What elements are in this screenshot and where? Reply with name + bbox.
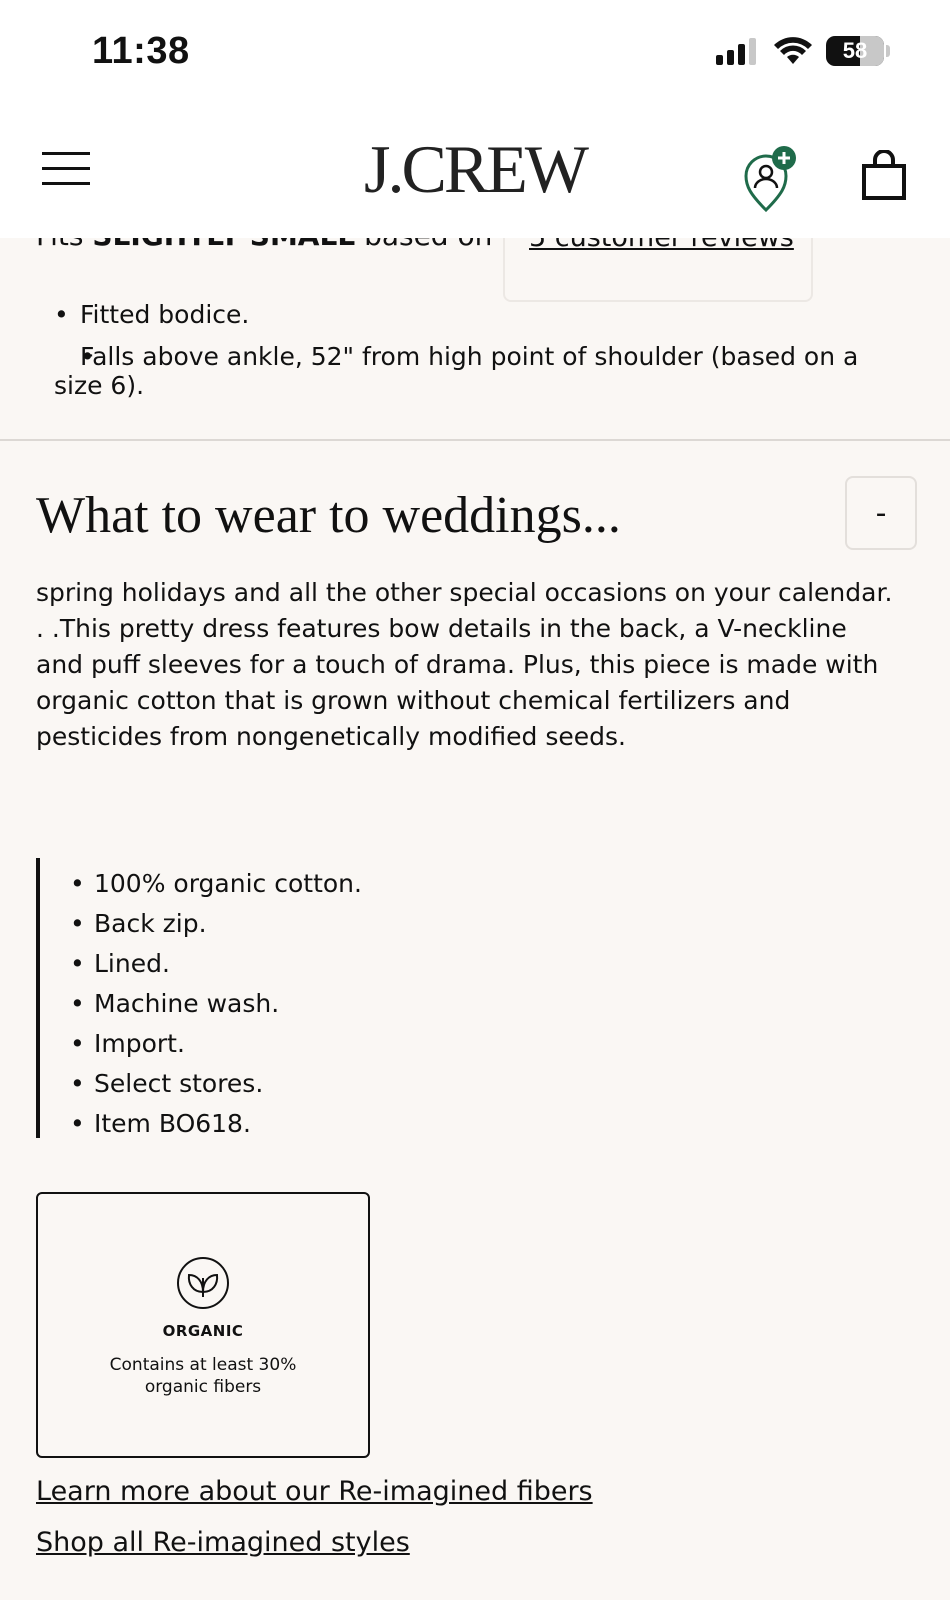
site-header	[0, 108, 950, 238]
shopping-bag-icon[interactable]	[860, 150, 908, 202]
badge-text: Contains at least 30% organic fibers	[109, 1355, 297, 1397]
leaf-icon	[176, 1256, 230, 1310]
list-item: • Select stores.	[70, 1064, 362, 1104]
product-details	[36, 858, 640, 1138]
store-location-icon[interactable]	[740, 144, 800, 214]
cellular-signal-icon	[716, 37, 760, 65]
list-item: • Falls above ankle, 52" from high point of shoulder (based on a size 6).	[54, 342, 894, 400]
status-icons	[716, 36, 890, 66]
status-time: 11:38	[92, 30, 190, 72]
battery-tip	[886, 45, 890, 57]
organic-badge	[36, 1192, 370, 1458]
list-item: • Import.	[70, 1024, 362, 1064]
description-heading: What to wear to weddings...	[36, 487, 621, 544]
list-item: • Item BO618.	[70, 1104, 362, 1144]
fit-bullets	[54, 300, 894, 413]
list-item: • Fitted bodice.	[54, 300, 894, 329]
list-item: • Back zip.	[70, 904, 362, 944]
list-item: • Lined.	[70, 944, 362, 984]
badge-title: ORGANIC	[162, 1322, 244, 1340]
wifi-icon	[774, 36, 812, 66]
battery-level: 58	[842, 38, 868, 63]
list-item: • Machine wash.	[70, 984, 362, 1024]
collapse-button[interactable]: -	[845, 476, 917, 550]
description-text: spring holidays and all the other special occasions on your calendar. . .This pretty dress features bow details in the back, a V-neckline and puff sleeves for a touch of drama. Plus, this piece is made with organic cotton that is grown without chemical fertilizers and pesticides from nongenetically modified seeds.	[36, 578, 893, 751]
battery-icon	[826, 36, 884, 66]
learn-more-link[interactable]: Learn more about our Re-imagined fibers	[36, 1476, 593, 1507]
shop-all-link[interactable]: Shop all Re-imagined styles	[36, 1527, 410, 1558]
status-bar	[0, 0, 950, 108]
jcrew-logo[interactable]: J.CREW	[364, 131, 586, 207]
list-item: • 100% organic cotton.	[70, 864, 362, 904]
fit-section	[0, 238, 950, 441]
